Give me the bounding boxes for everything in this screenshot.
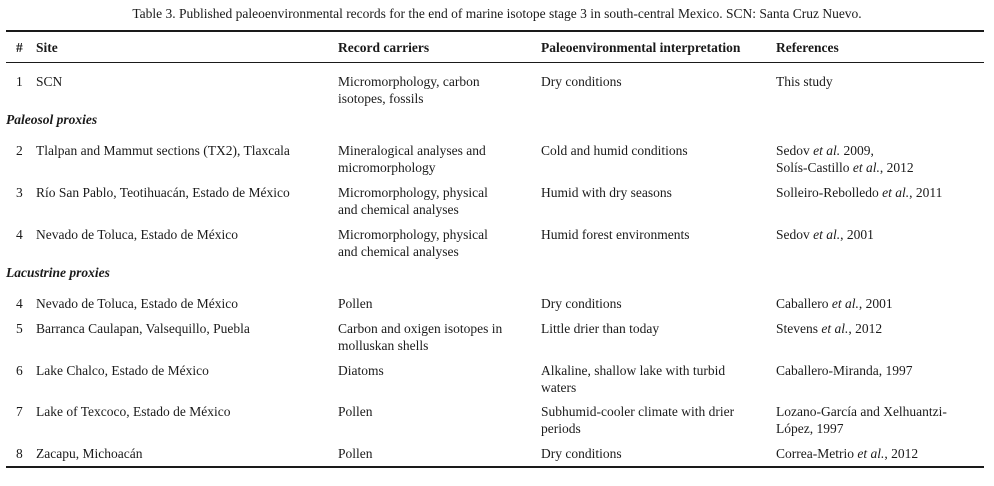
table-caption: Table 3. Published paleoenvironmental records for the end of marine isotope stage 3 in south-central Mexico. SCN: Santa Cruz Nuevo. [132, 6, 862, 21]
header-number: # [16, 40, 23, 55]
row-reference: Sedov et al., 2001 [776, 227, 874, 242]
row-interpretation: Little drier than today [541, 321, 660, 336]
row-carriers-line1: Pollen [338, 404, 373, 419]
row-reference-line2: Solís-Castillo et al., 2012 [776, 160, 914, 175]
row-site: Barranca Caulapan, Valsequillo, Puebla [36, 321, 250, 336]
section-paleosol-proxies: Paleosol proxies [6, 112, 98, 127]
row-number: 6 [16, 363, 23, 378]
row-number: 8 [16, 446, 23, 461]
row-number: 3 [16, 185, 23, 200]
row-reference-line1: Lozano-García and Xelhuantzi- [776, 404, 947, 419]
section-lacustrine-proxies: Lacustrine proxies [6, 265, 110, 280]
row-reference: Stevens et al., 2012 [776, 321, 883, 336]
row-reference: Solleiro-Rebolledo et al., 2011 [776, 185, 943, 200]
row-carriers-line1: Micromorphology, physical [338, 227, 488, 242]
row-interpretation: Dry conditions [541, 74, 622, 89]
row-reference: Correa-Metrio et al., 2012 [776, 446, 919, 461]
row-site: Zacapu, Michoacán [36, 446, 143, 461]
row-number: 4 [16, 296, 23, 311]
row-number: 7 [16, 404, 23, 419]
header-site: Site [36, 40, 58, 55]
header-record-carriers: Record carriers [338, 40, 430, 55]
row-carriers-line1: Mineralogical analyses and [338, 143, 486, 158]
row-interpretation: Humid forest environments [541, 227, 690, 242]
row-site: Lake of Texcoco, Estado de México [36, 404, 231, 419]
row-carriers-line2: micromorphology [338, 160, 436, 175]
row-reference: This study [776, 74, 833, 89]
row-reference-line2: López, 1997 [776, 421, 844, 436]
row-carriers-line1: Carbon and oxigen isotopes in [338, 321, 503, 336]
row-reference: Caballero et al., 2001 [776, 296, 893, 311]
row-carriers-line2: and chemical analyses [338, 244, 459, 259]
row-carriers-line2: and chemical analyses [338, 202, 459, 217]
header-references: References [776, 40, 839, 55]
row-interpretation-line1: Alkaline, shallow lake with turbid [541, 363, 726, 378]
row-site: Lake Chalco, Estado de México [36, 363, 209, 378]
row-interpretation: Dry conditions [541, 446, 622, 461]
header-interpretation: Paleoenvironmental interpretation [541, 40, 741, 55]
row-interpretation: Humid with dry seasons [541, 185, 672, 200]
row-carriers-line1: Micromorphology, carbon [338, 74, 480, 89]
row-site: Tlalpan and Mammut sections (TX2), Tlaxcala [36, 143, 290, 158]
row-carriers-line1: Diatoms [338, 363, 384, 378]
row-site: SCN [36, 74, 63, 89]
row-reference-line1: Sedov et al. 2009, [776, 143, 874, 158]
row-interpretation-line1: Subhumid-cooler climate with drier [541, 404, 735, 419]
row-number: 4 [16, 227, 23, 242]
bottom-rule [6, 466, 984, 468]
row-carriers-line1: Micromorphology, physical [338, 185, 488, 200]
row-interpretation-line2: waters [541, 380, 577, 395]
row-site: Nevado de Toluca, Estado de México [36, 227, 238, 242]
row-site: Nevado de Toluca, Estado de México [36, 296, 238, 311]
row-number: 5 [16, 321, 23, 336]
row-number: 1 [16, 74, 23, 89]
top-rule [6, 30, 984, 32]
row-number: 2 [16, 143, 23, 158]
row-interpretation: Cold and humid conditions [541, 143, 688, 158]
row-site: Río San Pablo, Teotihuacán, Estado de México [36, 185, 290, 200]
row-carriers-line1: Pollen [338, 446, 373, 461]
row-reference: Caballero-Miranda, 1997 [776, 363, 913, 378]
row-carriers-line1: Pollen [338, 296, 373, 311]
row-interpretation-line2: periods [541, 421, 581, 436]
header-rule [6, 62, 984, 63]
row-carriers-line2: isotopes, fossils [338, 91, 424, 106]
row-interpretation: Dry conditions [541, 296, 622, 311]
row-carriers-line2: molluskan shells [338, 338, 429, 353]
